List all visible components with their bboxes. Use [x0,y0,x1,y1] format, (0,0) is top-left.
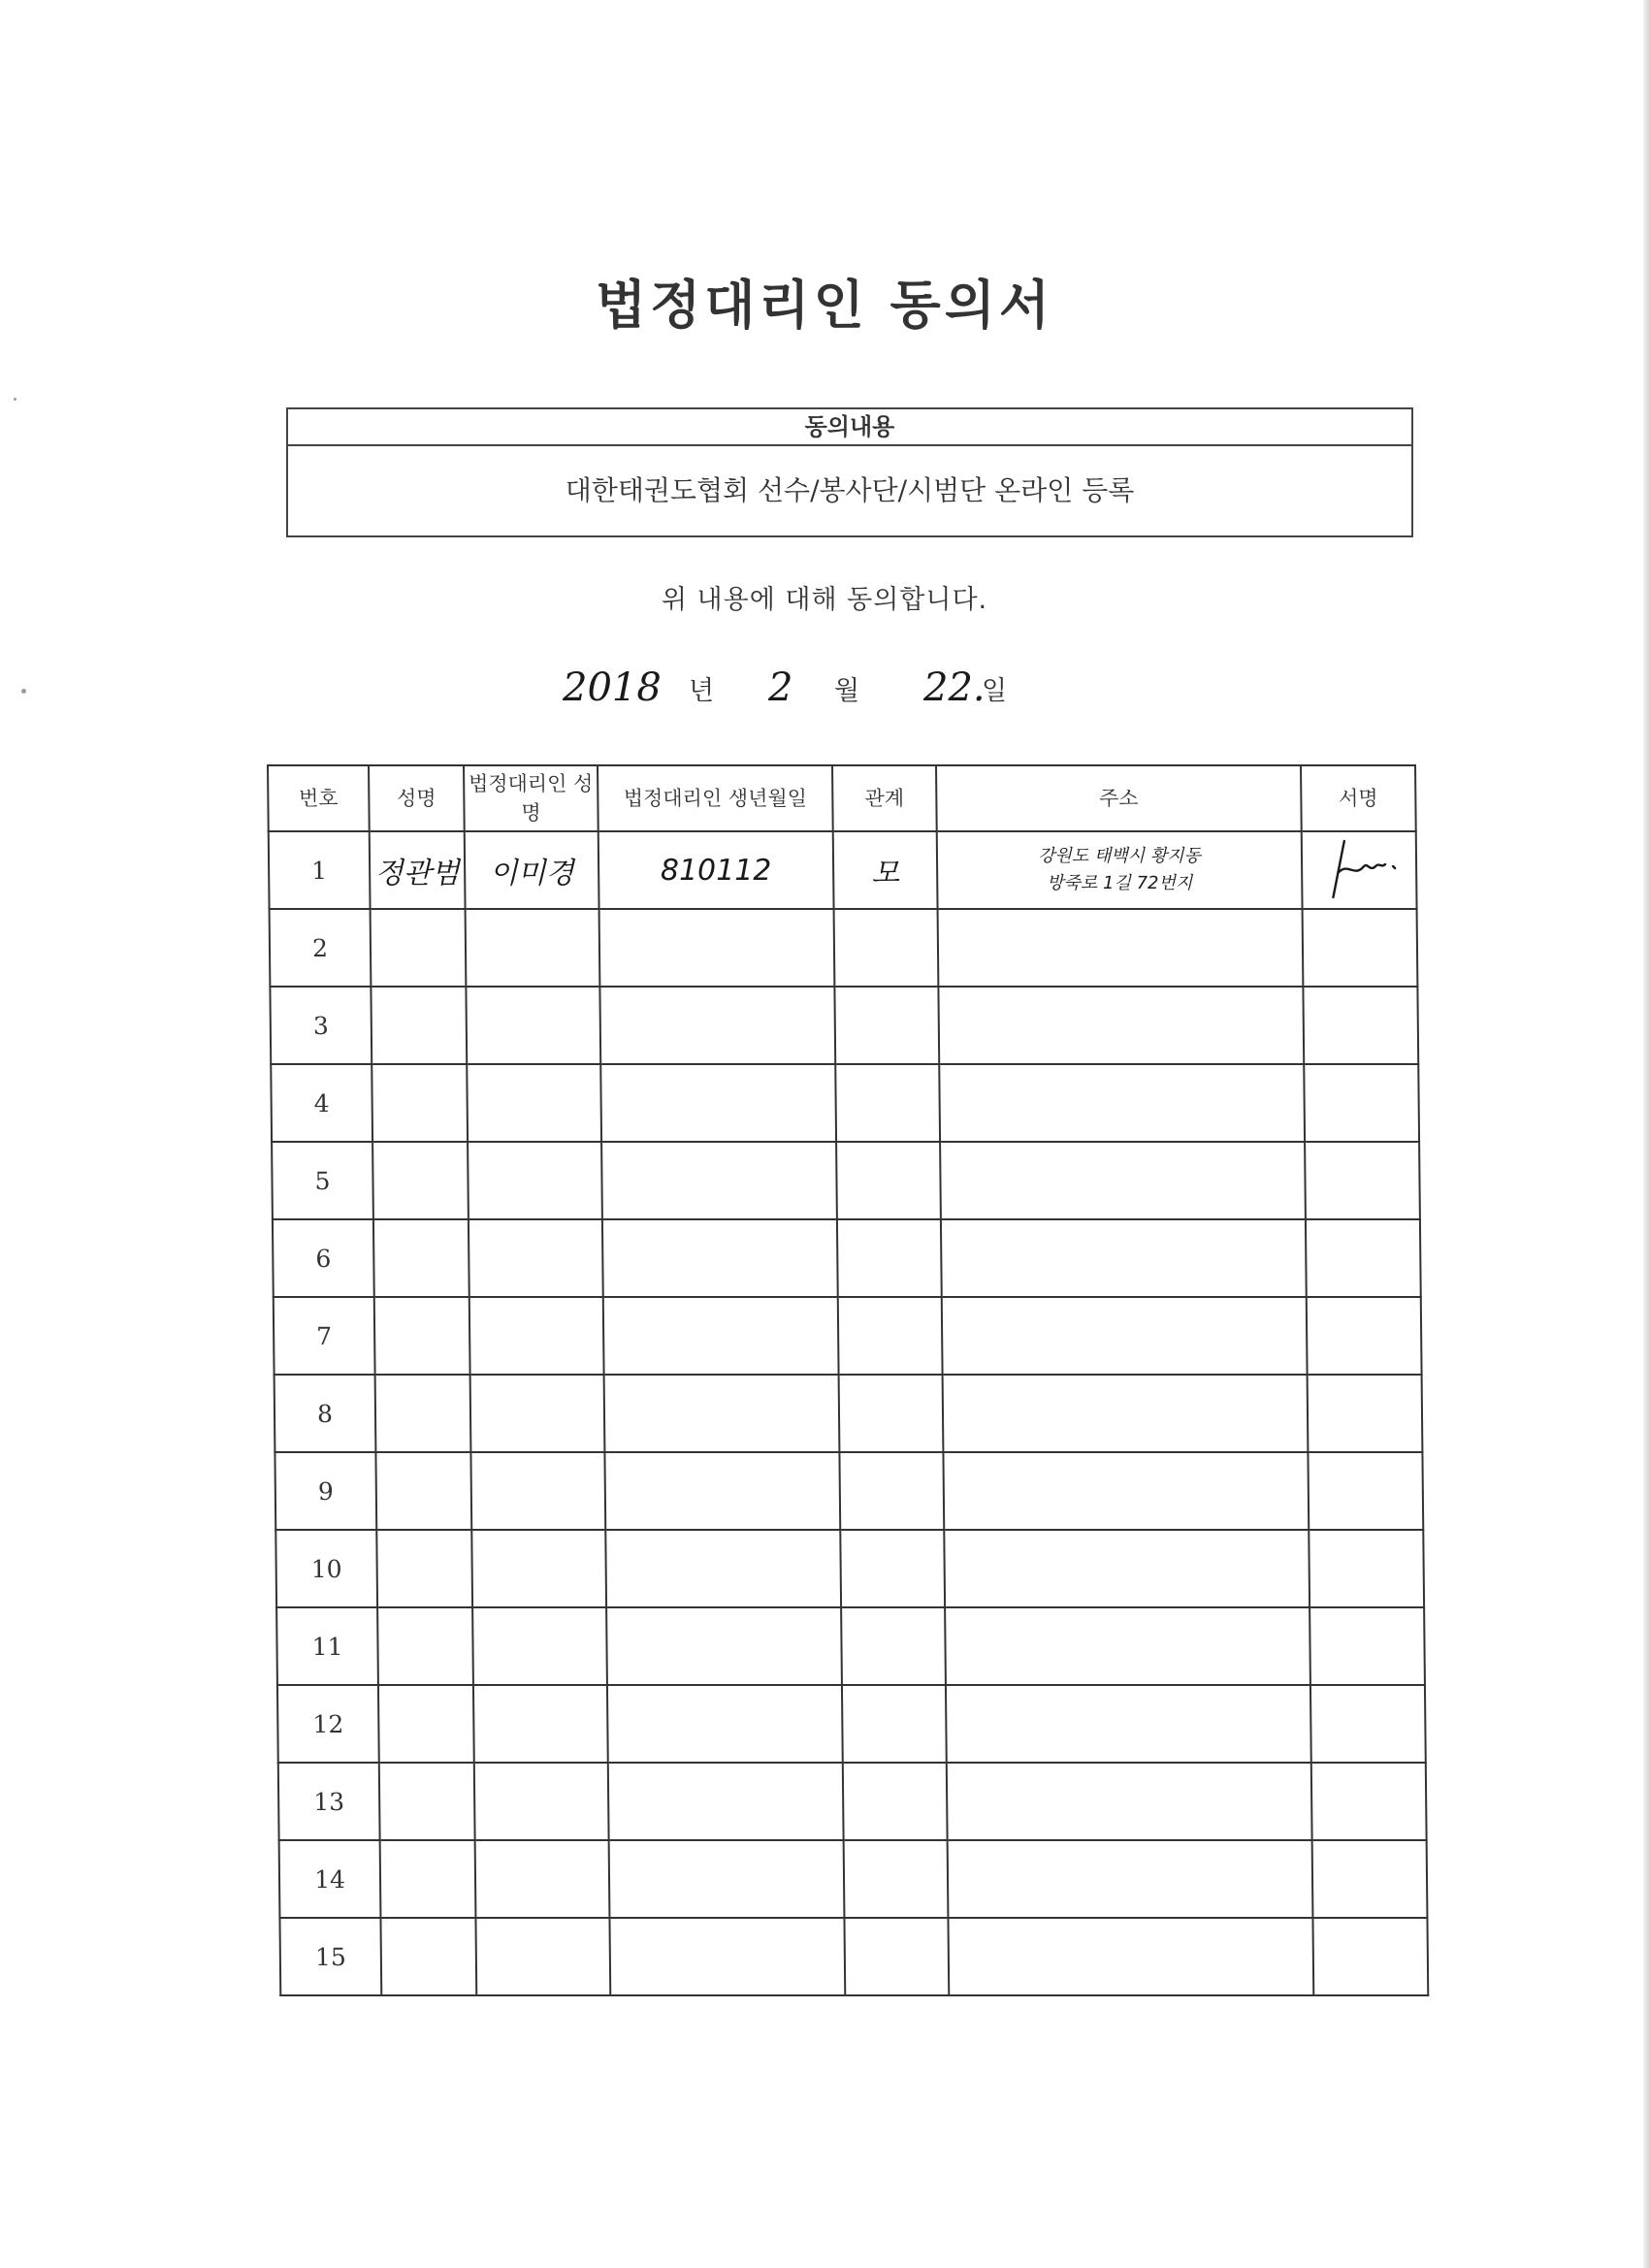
cell-no: 6 [273,1219,374,1297]
cell-relation [835,1064,940,1142]
cell-signature [1309,1530,1424,1607]
header-name: 성명 [369,765,465,831]
cell-guardian-birth [599,909,835,987]
cell-guardian-birth: 810112 [598,831,834,909]
cell-relation [843,1763,948,1840]
cell-guardian-birth [602,1219,838,1297]
cell-signature [1302,831,1417,909]
cell-relation [834,987,939,1064]
cell-address [938,909,1304,987]
cell-signature [1303,909,1418,987]
cell-guardian-birth [604,1452,840,1530]
cell-signature [1312,1918,1428,1995]
cell-name [379,1763,475,1840]
cell-no: 2 [270,909,372,987]
date-year-label: 년 [689,676,715,706]
cell-guardian-birth [600,1064,836,1142]
table-row [275,1530,1424,1607]
cell-guardian-name [466,987,600,1064]
cell-guardian-name [473,1685,608,1763]
cell-guardian-name [468,1142,602,1219]
document-title: 법정대리인 동의서 [595,275,1054,336]
cell-guardian-name [467,1064,601,1142]
cell-address [937,831,1303,909]
cell-relation [844,1840,949,1918]
date-line [563,660,1048,718]
consent-text: 대한태권도협회 선수/봉사단/시범단 온라인 등록 [565,474,1135,506]
cell-no: 13 [278,1763,380,1840]
date-year-handwritten: 2018 [563,665,662,710]
cell-guardian-birth [607,1685,843,1763]
consent-header: 동의내용 [288,409,1411,446]
cell-name [377,1607,473,1685]
cell-no: 9 [275,1452,376,1530]
cell-signature [1307,1297,1422,1375]
cell-relation [839,1452,944,1530]
cell-no: 5 [272,1142,373,1219]
cell-relation [837,1219,942,1297]
table-row [277,1685,1426,1763]
cell-no: 4 [271,1064,372,1142]
table-row [275,1452,1423,1530]
cell-address [947,1763,1312,1840]
table-row [274,1297,1422,1375]
cell-address [942,1297,1308,1375]
cell-address [939,1064,1305,1142]
cell-no: 8 [275,1375,376,1452]
cell-signature [1306,1219,1421,1297]
header-signature: 서명 [1301,765,1416,831]
handwritten-signature [1315,833,1404,901]
cell-guardian-name [469,1219,603,1297]
cell-no: 11 [276,1607,378,1685]
cell-no: 15 [279,1918,381,1995]
address-line: 강원도 태백시 황지동 [1037,846,1202,866]
cell-no: 7 [274,1297,375,1375]
cell-guardian-birth [603,1297,839,1375]
cell-name [376,1530,472,1607]
cell-guardian-birth [608,1763,844,1840]
cell-guardian-name [472,1607,607,1685]
cell-address [941,1219,1307,1297]
header-relation: 관계 [832,765,937,831]
cell-no: 12 [277,1685,379,1763]
cell-relation: 모 [833,831,938,909]
date-month-label: 월 [834,676,860,706]
scan-speck [21,689,26,694]
table-row [269,831,1417,909]
cell-name [375,1375,471,1452]
cell-address [943,1375,1309,1452]
cell-signature [1304,1064,1419,1142]
table-row [271,1064,1419,1142]
cell-address [943,1452,1309,1530]
cell-address [938,987,1304,1064]
cell-address [945,1607,1310,1685]
cell-relation [844,1918,949,1995]
cell-no: 1 [269,831,371,909]
table-row [279,1840,1428,1918]
cell-signature [1308,1375,1423,1452]
cell-relation [840,1530,945,1607]
cell-guardian-name: 이미경 [465,831,599,909]
table-row [276,1607,1425,1685]
table-row [270,987,1418,1064]
scan-speck [14,398,16,401]
cell-guardian-birth [606,1607,842,1685]
cell-relation [842,1685,947,1763]
cell-name [371,987,467,1064]
cell-name: 정관범 [370,831,466,909]
cell-name [378,1685,474,1763]
cell-guardian-name [474,1763,609,1840]
cell-relation [834,909,939,987]
cell-name [371,909,467,987]
cell-guardian-name [470,1452,605,1530]
cell-guardian-name [470,1375,605,1452]
cell-name [380,1918,476,1995]
cell-name [372,1064,468,1142]
cell-guardian-name [475,1918,610,1995]
cell-guardian-birth [601,1142,837,1219]
cell-guardian-birth [604,1375,840,1452]
table-row [270,909,1418,987]
header-guardian-birth: 법정대리인 생년월일 [598,765,833,831]
cell-name [375,1452,471,1530]
cell-relation [838,1297,943,1375]
header-address: 주소 [936,765,1302,831]
cell-relation [839,1375,944,1452]
cell-signature [1310,1607,1425,1685]
cell-signature [1312,1840,1428,1918]
date-month-handwritten: 2 [768,665,793,710]
cell-signature [1303,987,1418,1064]
cell-signature [1308,1452,1423,1530]
cell-name [374,1297,470,1375]
header-no: 번호 [268,765,370,831]
cell-address [944,1530,1310,1607]
table-row [279,1918,1428,1995]
cell-signature [1305,1142,1420,1219]
cell-guardian-birth [609,1840,845,1918]
address-line: 방죽로 1길 72번지 [1047,873,1193,893]
table-header-row [268,765,1416,831]
cell-signature [1310,1685,1426,1763]
cell-signature [1311,1763,1427,1840]
cell-guardian-name [475,1840,610,1918]
date-day-handwritten: 22. [923,665,986,710]
cell-address [946,1685,1311,1763]
cell-address [940,1142,1306,1219]
cell-guardian-birth [609,1918,845,1995]
cell-guardian-name [469,1297,604,1375]
cell-guardian-birth [599,987,835,1064]
cell-address [948,1840,1313,1918]
date-day-label: 일 [982,676,1008,706]
table-row [272,1142,1420,1219]
cell-name [372,1142,469,1219]
cell-name [373,1219,469,1297]
cell-no: 3 [270,987,372,1064]
cell-address [948,1918,1313,1995]
cell-relation [841,1607,946,1685]
cell-guardian-birth [605,1530,841,1607]
cell-guardian-name [471,1530,606,1607]
table-row [275,1375,1423,1452]
header-guardian-name: 법정대리인 성명 [464,765,598,831]
cell-name [380,1840,476,1918]
cell-no: 14 [279,1840,381,1918]
cell-relation [836,1142,941,1219]
consent-box [286,407,1413,537]
agree-statement: 위 내용에 대해 동의합니다. [661,585,988,615]
cell-guardian-name [466,909,600,987]
page-edge [1643,0,1649,2268]
table-row [273,1219,1421,1297]
guardian-table [267,764,1427,1994]
cell-no: 10 [275,1530,377,1607]
table-row [278,1763,1427,1840]
